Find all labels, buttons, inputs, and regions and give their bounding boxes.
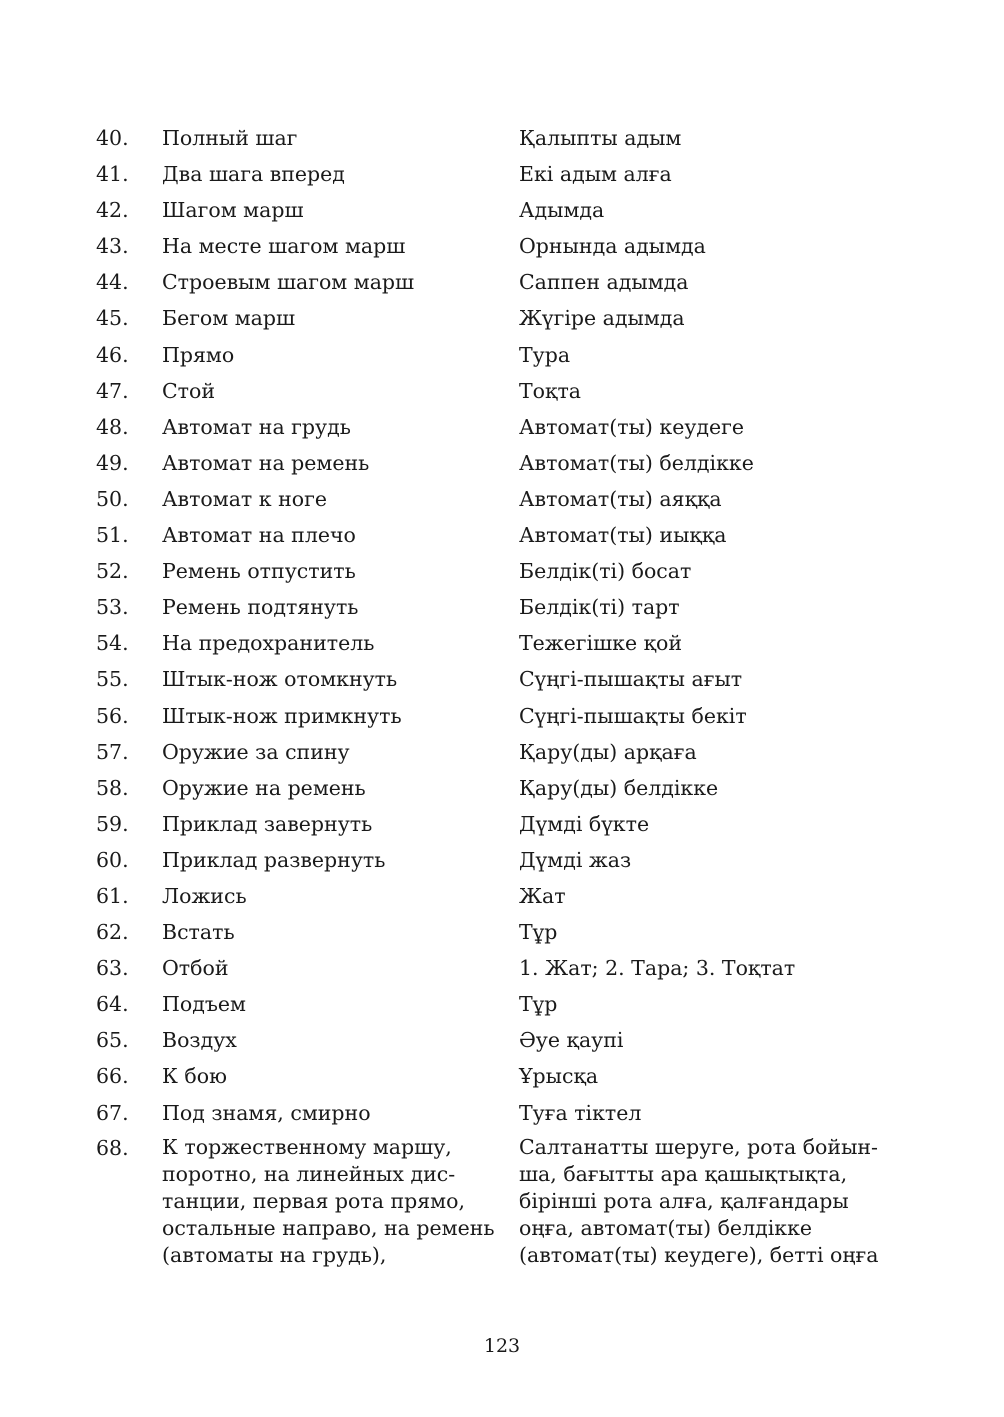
kazakh-command: Тұр xyxy=(519,992,558,1017)
list-item xyxy=(0,661,1004,697)
list-item xyxy=(0,950,1004,986)
item-number: 47. xyxy=(96,378,129,403)
kazakh-command: Адымда xyxy=(519,198,605,223)
item-number: 53. xyxy=(96,595,129,620)
item-number: 63. xyxy=(96,956,129,981)
item-number: 58. xyxy=(96,775,129,800)
kazakh-command: Қалыпты адым xyxy=(519,126,682,150)
item-number: 60. xyxy=(96,847,129,872)
list-item xyxy=(0,300,1004,336)
russian-command: Ремень подтянуть xyxy=(162,595,359,620)
list-item xyxy=(0,734,1004,770)
kazakh-command-line: ша, бағытты ара қашықтықта, xyxy=(519,1161,848,1186)
item-number: 55. xyxy=(96,667,129,692)
page-number: 123 xyxy=(483,1335,521,1357)
kazakh-command: 1. Жат; 2. Тара; 3. Тоқтат xyxy=(519,956,796,981)
item-number: 61. xyxy=(96,883,129,908)
kazakh-command: Автомат(ты) иыққа xyxy=(519,523,727,548)
russian-command: Два шага вперед xyxy=(162,162,345,187)
kazakh-command-line: Салтанатты шеруге, рота бойын- xyxy=(519,1134,878,1159)
list-item xyxy=(0,770,1004,806)
list-item xyxy=(0,878,1004,914)
russian-command: Ложись xyxy=(162,883,247,908)
kazakh-command: Дүмді жаз xyxy=(519,847,632,872)
kazakh-command: Қару(ды) белдікке xyxy=(519,775,719,800)
kazakh-command: Автомат(ты) аяққа xyxy=(519,486,722,511)
kazakh-command: Тура xyxy=(519,342,571,367)
kazakh-command: Автомат(ты) кеудеге xyxy=(519,414,745,439)
list-item xyxy=(0,986,1004,1022)
russian-command-line: поротно, на линейных дис- xyxy=(162,1161,456,1186)
russian-command: Автомат на плечо xyxy=(162,523,356,548)
item-number: 46. xyxy=(96,342,129,367)
list-item xyxy=(0,1095,1004,1131)
russian-command-line: (автоматы на грудь), xyxy=(162,1242,387,1267)
russian-command: На предохранитель xyxy=(162,631,375,656)
russian-command: На месте шагом марш xyxy=(162,234,406,259)
list-item xyxy=(0,337,1004,373)
list-item xyxy=(0,120,1004,156)
list-item xyxy=(0,625,1004,661)
russian-command xyxy=(162,1134,495,1269)
russian-command: Приклад развернуть xyxy=(162,847,386,872)
kazakh-command: Автомат(ты) белдікке xyxy=(519,450,754,475)
kazakh-command: Сүңгі-пышақты бекіт xyxy=(519,703,747,728)
kazakh-command-line: бірінші рота алға, қалғандары xyxy=(519,1188,849,1213)
list-item xyxy=(0,842,1004,878)
item-number: 62. xyxy=(96,920,129,945)
russian-command: Подъем xyxy=(162,992,246,1017)
item-number: 65. xyxy=(96,1028,129,1053)
item-number: 44. xyxy=(96,270,129,295)
item-number: 41. xyxy=(96,162,129,187)
item-number: 67. xyxy=(96,1100,129,1125)
kazakh-command: Жүгіре адымда xyxy=(519,306,685,331)
kazakh-command: Сүңгі-пышақты ағыт xyxy=(519,667,743,692)
list-item xyxy=(0,192,1004,228)
item-number: 51. xyxy=(96,523,129,548)
kazakh-command xyxy=(519,1134,878,1269)
kazakh-command: Орнында адымда xyxy=(519,234,706,259)
russian-command: Под знамя, смирно xyxy=(162,1100,371,1125)
item-number: 52. xyxy=(96,559,129,584)
list-item xyxy=(0,589,1004,625)
item-number: 56. xyxy=(96,703,129,728)
kazakh-command-line: (автомат(ты) кеудеге), бетті оңға xyxy=(519,1242,879,1267)
russian-command: Стой xyxy=(162,378,216,403)
kazakh-command: Тоқта xyxy=(519,378,582,403)
item-number: 59. xyxy=(96,811,129,836)
kazakh-command: Жат xyxy=(519,883,566,908)
russian-command-line: танции, первая рота прямо, xyxy=(162,1188,465,1213)
kazakh-command-line: оңға, автомат(ты) белдікке xyxy=(519,1215,813,1240)
list-item xyxy=(0,445,1004,481)
russian-command: Полный шаг xyxy=(162,126,298,150)
item-number: 43. xyxy=(96,234,129,259)
item-number: 57. xyxy=(96,739,129,764)
russian-command: Приклад завернуть xyxy=(162,811,373,836)
russian-command: Встать xyxy=(162,920,235,945)
russian-command: Автомат на грудь xyxy=(162,414,351,439)
russian-command: Прямо xyxy=(162,342,235,367)
russian-command: Автомат к ноге xyxy=(162,486,327,511)
kazakh-command: Қару(ды) арқаға xyxy=(519,739,697,764)
item-number: 40. xyxy=(96,126,129,150)
item-number: 48. xyxy=(96,414,129,439)
kazakh-command: Тежегішке қой xyxy=(519,631,683,656)
russian-command-line: остальные направо, на ремень xyxy=(162,1215,495,1240)
item-number: 66. xyxy=(96,1064,129,1089)
item-number: 54. xyxy=(96,631,129,656)
russian-command: Оружие на ремень xyxy=(162,775,366,800)
list-item xyxy=(0,517,1004,553)
list-item xyxy=(0,698,1004,734)
item-number: 42. xyxy=(96,198,129,223)
kazakh-command: Ұрысқа xyxy=(519,1064,599,1089)
russian-command: Бегом марш xyxy=(162,306,296,331)
russian-command: Автомат на ремень xyxy=(162,450,370,475)
list-item xyxy=(0,156,1004,192)
item-number: 68. xyxy=(96,1135,129,1160)
item-number: 45. xyxy=(96,306,129,331)
item-number: 49. xyxy=(96,450,129,475)
list-item xyxy=(0,228,1004,264)
russian-command: Воздух xyxy=(162,1028,237,1053)
russian-command-line: К торжественному маршу, xyxy=(162,1134,452,1159)
list-item xyxy=(0,409,1004,445)
russian-command: Штык-нож примкнуть xyxy=(162,703,402,728)
russian-command: К бою xyxy=(162,1064,227,1089)
russian-command: Строевым шагом марш xyxy=(162,270,415,295)
list-item xyxy=(0,914,1004,950)
list-item xyxy=(0,481,1004,517)
list-item xyxy=(0,373,1004,409)
list-item xyxy=(0,806,1004,842)
kazakh-command: Саппен адымда xyxy=(519,270,689,295)
kazakh-command: Дүмді бүкте xyxy=(519,811,650,836)
kazakh-command: Белдік(ті) тарт xyxy=(519,595,680,620)
list-item xyxy=(0,1131,1004,1281)
kazakh-command: Екі адым алға xyxy=(519,162,672,187)
russian-command: Шагом марш xyxy=(162,198,304,223)
command-list xyxy=(0,120,1004,1281)
russian-command: Отбой xyxy=(162,956,229,981)
list-item xyxy=(0,264,1004,300)
list-item xyxy=(0,1058,1004,1094)
russian-command: Ремень отпустить xyxy=(162,559,356,584)
kazakh-command: Әуе қаупі xyxy=(519,1028,624,1053)
item-number: 64. xyxy=(96,992,129,1017)
list-item xyxy=(0,553,1004,589)
kazakh-command: Белдік(ті) босат xyxy=(519,559,692,584)
russian-command: Штык-нож отомкнуть xyxy=(162,667,398,692)
kazakh-command: Туға тіктел xyxy=(519,1100,642,1125)
item-number: 50. xyxy=(96,486,129,511)
list-item xyxy=(0,1022,1004,1058)
kazakh-command: Тұр xyxy=(519,920,558,945)
russian-command: Оружие за спину xyxy=(162,739,350,764)
